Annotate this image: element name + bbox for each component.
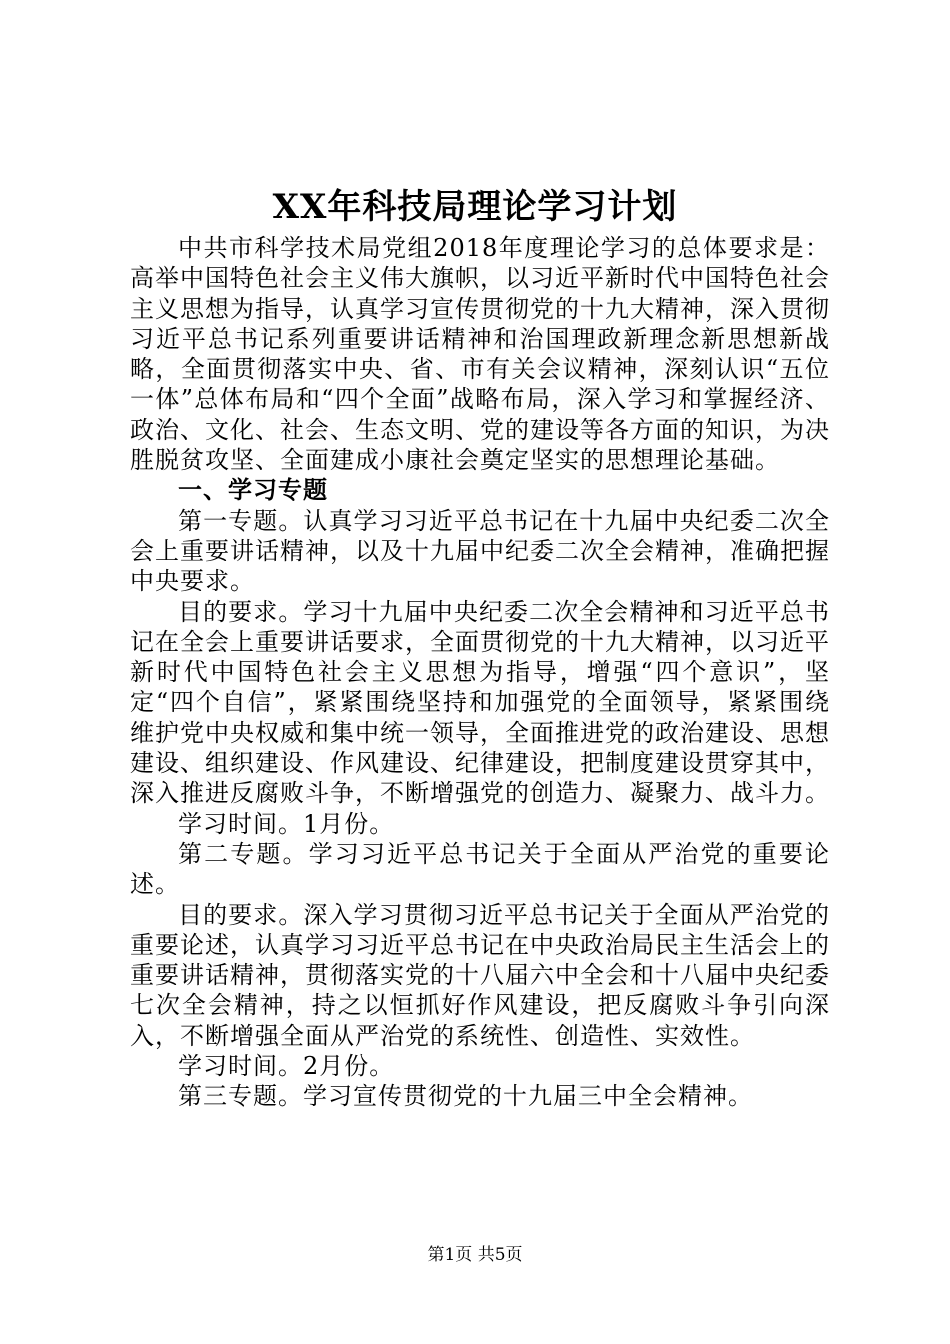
document-title: XX年科技局理论学习计划 <box>272 187 678 227</box>
page-footer: 第1页 共5页 <box>427 1245 523 1265</box>
topic2-time-paragraph: 学习时间。2月份。 <box>178 1052 395 1081</box>
intro-paragraph: 中共市科学技术局党组2018年度理论学习的总体要求是：高举中国特色社会主义伟大旗帜，以习近平新时代中国特色社会主义思想为指导，认真学习宣传贯彻党的十九大精神，深入贯彻习近平总书记系列重要讲话精神和治国理政新理念新思想新战略，全面贯彻落实中央、省、市有关会议精神，深刻认识“五位一体”总体布局和“四个全面”战略布局，深入学习和掌握经济、政治、文化、社会、生态文明、党的建设等各方面的知识，为决胜脱贫攻坚、全面建成小康社会奠定坚实的思想理论基础。 <box>130 234 830 475</box>
topic1-goal-paragraph: 目的要求。学习十九届中央纪委二次全会精神和习近平总书记在全会上重要讲话要求，全面贯彻党的十九大精神，以习近平新时代中国特色社会主义思想为指导，增强“四个意识”，坚定“四个自信”，紧紧围绕坚持和加强党的全面领导，紧紧围绕维护党中央权威和集中统一领导，全面推进党的政治建设、思想建设、组织建设、作风建设、纪律建设，把制度建设贯穿其中，深入推进反腐败斗争，不断增强党的创造力、凝聚力、战斗力。 <box>130 597 830 808</box>
topic1-time-paragraph: 学习时间。1月份。 <box>178 809 395 838</box>
topic2-paragraph: 第二专题。学习习近平总书记关于全面从严治党的重要论述。 <box>130 839 830 899</box>
topic3-paragraph: 第三专题。学习宣传贯彻党的十九届三中全会精神。 <box>178 1082 753 1111</box>
topic2-goal-paragraph: 目的要求。深入学习贯彻习近平总书记关于全面从严治党的重要论述，认真学习习近平总书记在中央政治局民主生活会上的重要讲话精神，贯彻落实党的十八届六中全会和十八届中央纪委七次全会精神，持之以恒抓好作风建设，把反腐败斗争引向深入，不断增强全面从严治党的系统性、创造性、实效性。 <box>130 900 830 1050</box>
topic1-paragraph: 第一专题。认真学习习近平总书记在十九届中央纪委二次全会上重要讲话精神，以及十九届中纪委二次全会精神，准确把握中央要求。 <box>130 506 830 596</box>
section-heading: 一、学习专题 <box>178 475 328 505</box>
document-body <box>130 233 830 1112</box>
